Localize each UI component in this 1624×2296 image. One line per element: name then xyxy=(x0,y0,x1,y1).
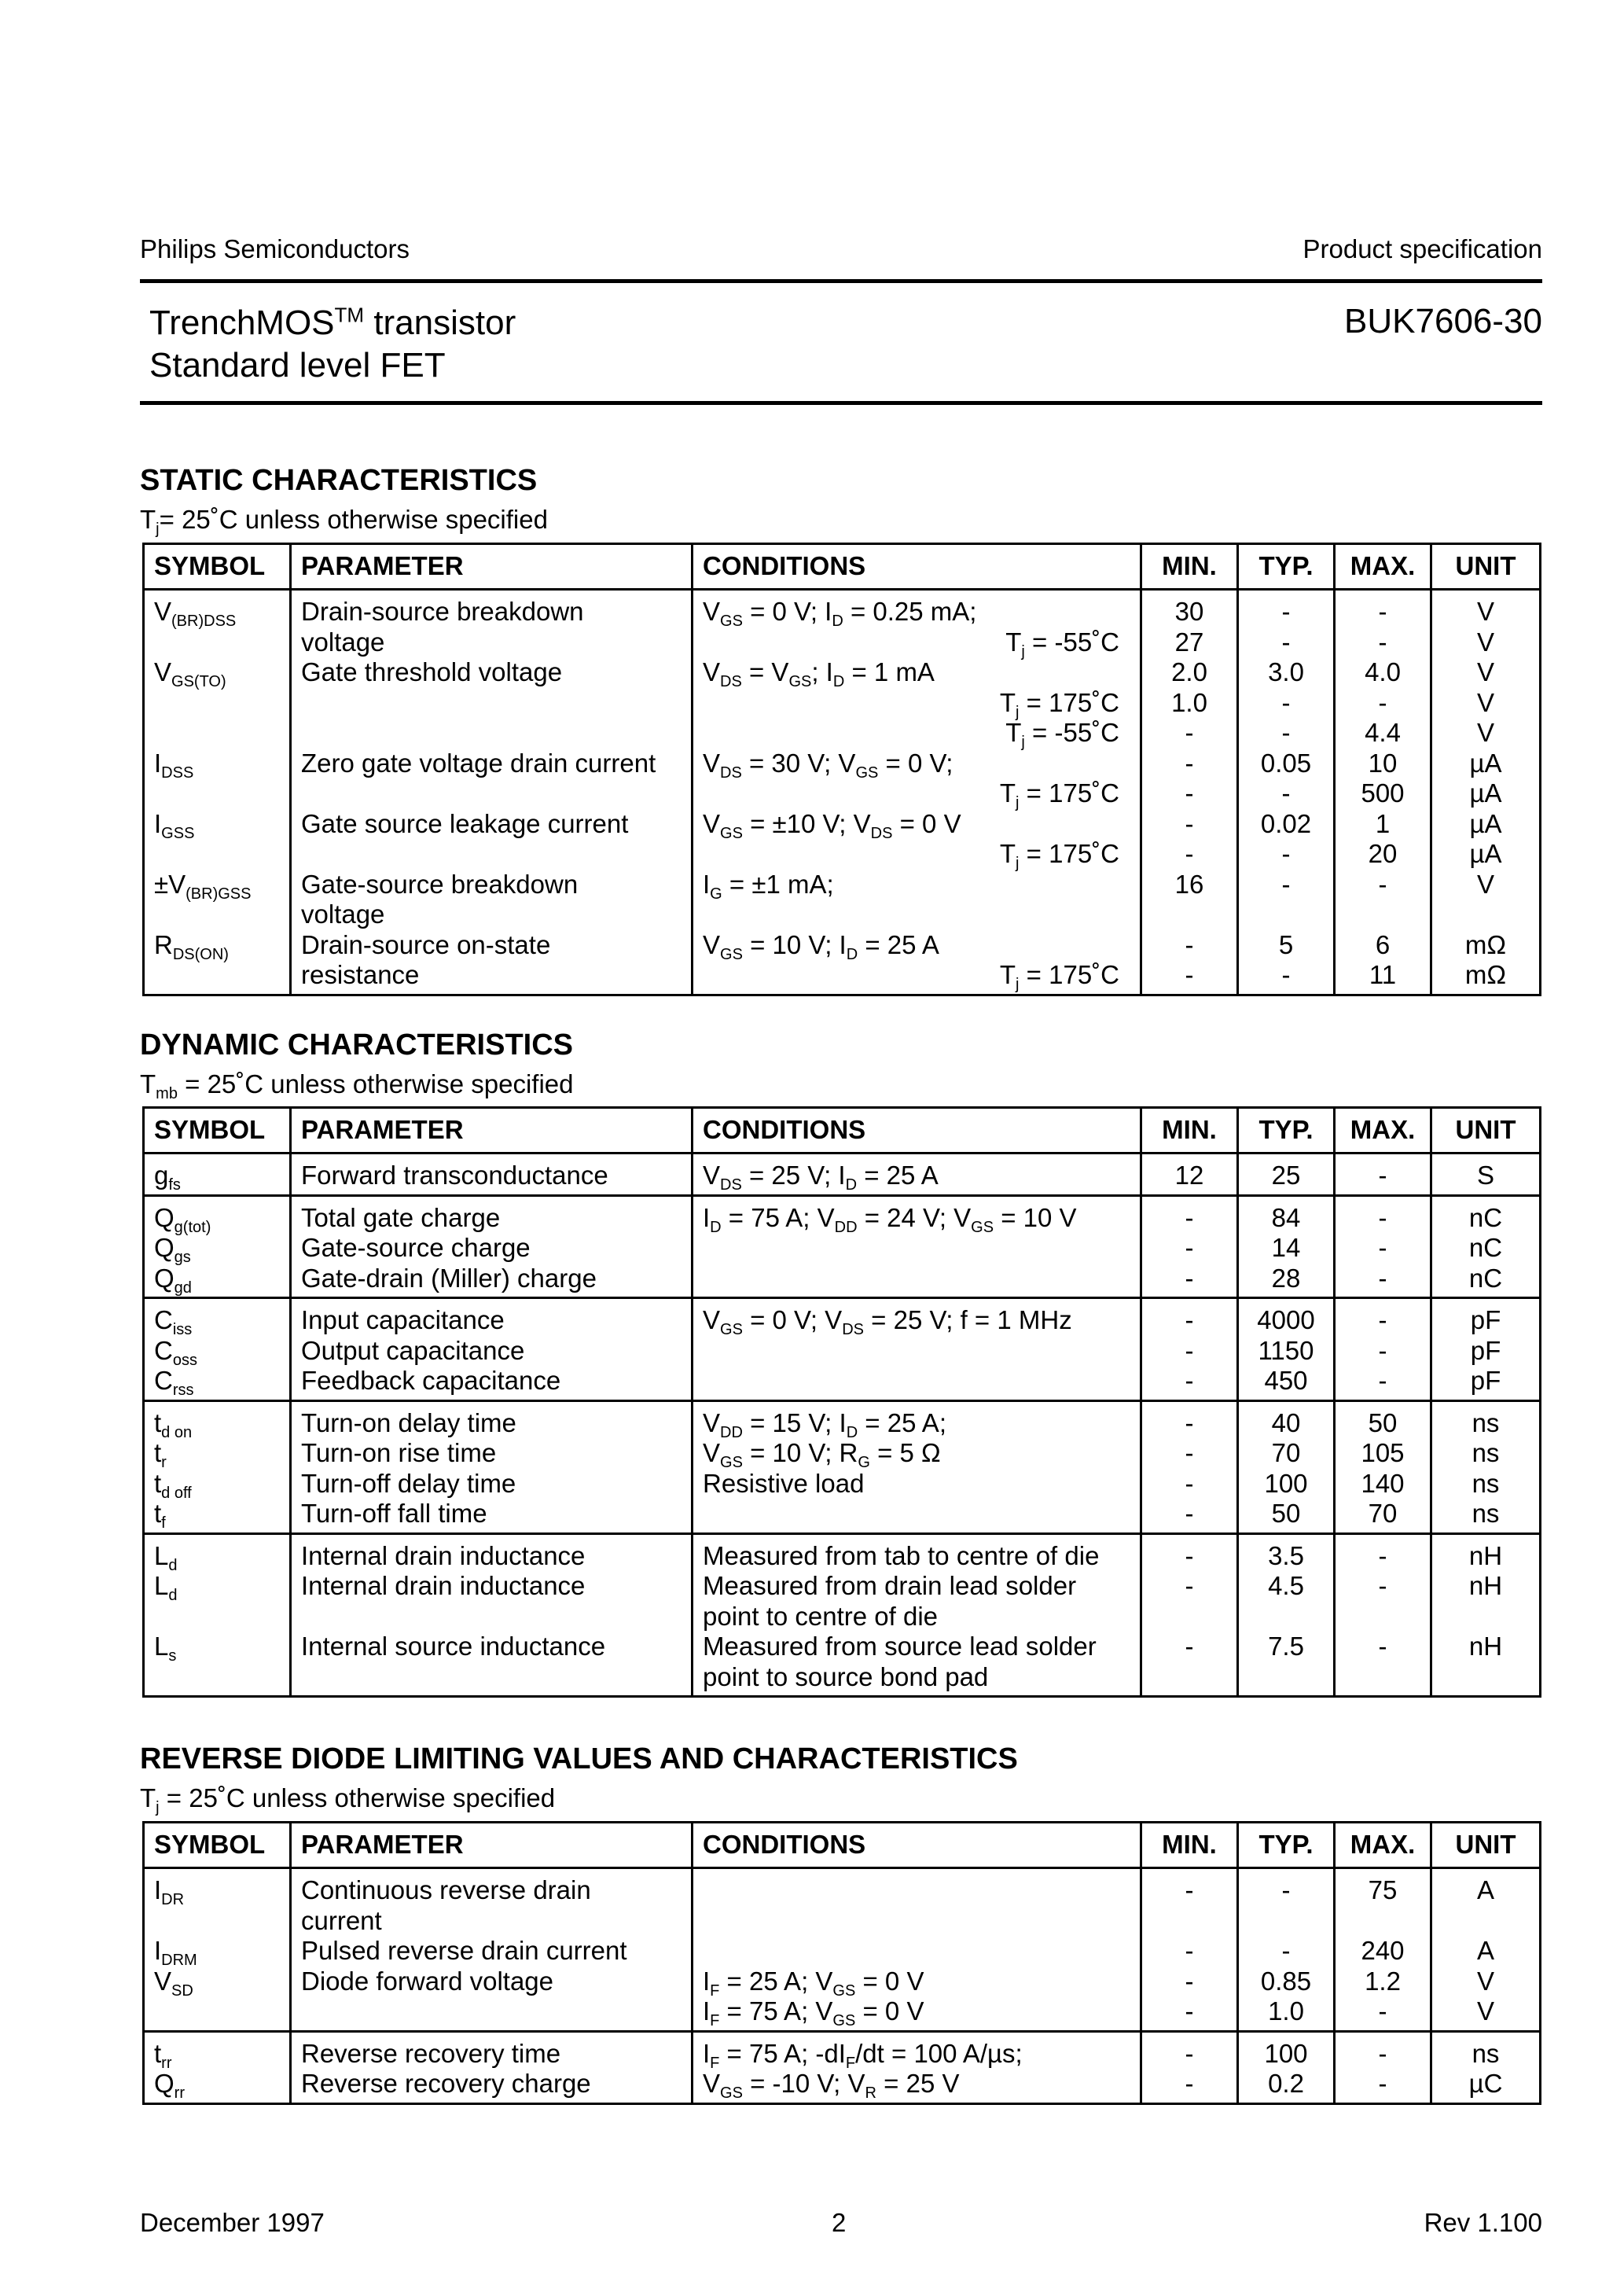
max-cell: - - - xyxy=(1335,1298,1431,1401)
col-unit: UNIT xyxy=(1431,1823,1541,1868)
max-cell: 75 240 1.2 - xyxy=(1335,1868,1431,2032)
parameter-cell: Reverse recovery time Reverse recovery charge xyxy=(291,2031,693,2103)
min-cell: - - - - xyxy=(1141,1400,1238,1533)
min-cell: 12 xyxy=(1141,1154,1238,1196)
col-parameter: PARAMETER xyxy=(291,1108,693,1154)
col-min: MIN. xyxy=(1141,1823,1238,1868)
unit-cell: V V V V V µA µA µA µA V mΩ mΩ xyxy=(1431,590,1541,995)
parameter-cell: Internal drain inductance Internal drain inductance Internal source inductance xyxy=(291,1533,693,1697)
col-max: MAX. xyxy=(1335,1108,1431,1154)
static-characteristics-table xyxy=(142,543,1541,996)
header-rule-bottom xyxy=(140,401,1542,405)
dynamic-characteristics-table xyxy=(142,1106,1541,1698)
min-cell: - - - xyxy=(1141,1195,1238,1298)
typ-cell: 25 xyxy=(1238,1154,1335,1196)
col-symbol: SYMBOL xyxy=(144,544,291,590)
typ-cell: 84 14 28 xyxy=(1238,1195,1335,1298)
symbol-cell: $g_{fs}$ xyxy=(144,1154,291,1196)
conditions-cell: $V_{GS} = 0$ V; $I_D = 0.25$ mA; $T_j$ = -55˚C $V_{DS} = V_{GS}$; $I_D = 1$ mA $T_j$ = 175˚C $T_j$ = -55˚C $V_{DS} = 30$ V; $V_{GS} = 0$ V; $T_j$ = 175˚C $V_{GS} = \pm 10$ V; $V_{DS} = 0$ V $T_j$ = 175˚C $I_G = \pm 1$ mA; $V_{GS} = 10$ V; $I_D = 25$ A $T_j$ = 175˚C xyxy=(693,590,1141,995)
max-cell: - - xyxy=(1335,2031,1431,2103)
max-cell: 50 105 140 70 xyxy=(1335,1400,1431,1533)
col-min: MIN. xyxy=(1141,544,1238,590)
typ-cell: 100 0.2 xyxy=(1238,2031,1335,2103)
unit-cell: ns µC xyxy=(1431,2031,1541,2103)
parameter-cell: Turn-on delay time Turn-on rise time Turn-off delay time Turn-off fall time xyxy=(291,1400,693,1533)
symbol-cell: $t_{d on}$ $t_r$ $t_{d off}$ $t_f$ xyxy=(144,1400,291,1533)
parameter-cell: Input capacitance Output capacitance Feedback capacitance xyxy=(291,1298,693,1401)
table-row xyxy=(144,1298,1541,1401)
dynamic-section-title: DYNAMIC CHARACTERISTICS xyxy=(140,1028,573,1062)
min-cell: - - xyxy=(1141,2031,1238,2103)
max-cell: - - - xyxy=(1335,1533,1431,1697)
typ-cell: 3.5 4.5 7.5 xyxy=(1238,1533,1335,1697)
dynamic-section-conditions: $T_{mb}$ = 25˚C unless otherwise specified xyxy=(140,1069,574,1102)
col-unit: UNIT xyxy=(1431,1108,1541,1154)
max-cell: - xyxy=(1335,1154,1431,1196)
conditions-cell: Measured from tab to centre of die Measured from drain lead solder point to centre of die Measured from source lead solder point to source bond pad xyxy=(693,1533,1141,1697)
min-cell: - - - xyxy=(1141,1533,1238,1697)
col-typ: TYP. xyxy=(1238,544,1335,590)
col-symbol: SYMBOL xyxy=(144,1823,291,1868)
parameter-cell: Drain-source breakdown voltage Gate threshold voltage Zero gate voltage drain current Gate source leakage current Gate-source breakdown voltage Drain-source on-state resistance xyxy=(291,590,693,995)
unit-cell: pF pF pF xyxy=(1431,1298,1541,1401)
symbol-cell: $Q_{g(tot)}$ $Q_{gs}$ $Q_{gd}$ xyxy=(144,1195,291,1298)
reverse-diode-section-title: REVERSE DIODE LIMITING VALUES AND CHARACTERISTICS xyxy=(140,1742,1018,1775)
col-max: MAX. xyxy=(1335,544,1431,590)
table-row xyxy=(144,590,1541,995)
table-row xyxy=(144,1400,1541,1533)
document-title: TrenchMOS™ transistor Standard level FET xyxy=(149,303,516,385)
table-row xyxy=(144,1868,1541,2032)
table-header-row xyxy=(144,1108,1541,1154)
unit-cell: S xyxy=(1431,1154,1541,1196)
col-conditions: CONDITIONS xyxy=(693,1108,1141,1154)
static-section-conditions: $T_j=$ 25˚C unless otherwise specified xyxy=(140,505,548,538)
max-cell: - - - xyxy=(1335,1195,1431,1298)
col-conditions: CONDITIONS xyxy=(693,544,1141,590)
unit-cell: nC nC nC xyxy=(1431,1195,1541,1298)
symbol-cell: $V_{(BR)DSS}$ $V_{GS(TO)}$ $I_{DSS}$ $I_{GSS}$ $\pm V_{(BR)GSS}$ $R_{DS(ON)}$ xyxy=(144,590,291,995)
symbol-cell: $C_{iss}$ $C_{oss}$ $C_{rss}$ xyxy=(144,1298,291,1401)
conditions-cell: $I_D = 75$ A; $V_{DD} = 24$ V; $V_{GS} = 10$ V xyxy=(693,1195,1141,1298)
col-min: MIN. xyxy=(1141,1108,1238,1154)
typ-cell: 40 70 100 50 xyxy=(1238,1400,1335,1533)
table-row xyxy=(144,1154,1541,1196)
min-cell: - - - - xyxy=(1141,1868,1238,2032)
unit-cell: ns ns ns ns xyxy=(1431,1400,1541,1533)
table-row xyxy=(144,1533,1541,1697)
parameter-cell: Continuous reverse drain current Pulsed reverse drain current Diode forward voltage xyxy=(291,1868,693,2032)
conditions-cell: $V_{DS} = 25$ V; $I_D = 25$ A xyxy=(693,1154,1141,1196)
company-name: Philips Semiconductors xyxy=(140,234,410,263)
table-header-row xyxy=(144,1823,1541,1868)
unit-cell: A A V V xyxy=(1431,1868,1541,2032)
footer-revision: Rev 1.100 xyxy=(1424,2208,1542,2237)
col-max: MAX. xyxy=(1335,1823,1431,1868)
footer-date: December 1997 xyxy=(140,2208,325,2237)
col-symbol: SYMBOL xyxy=(144,1108,291,1154)
reverse-diode-section-conditions: $T_j$ = 25˚C unless otherwise specified xyxy=(140,1783,556,1816)
parameter-cell: Total gate charge Gate-source charge Gate-drain (Miller) charge xyxy=(291,1195,693,1298)
symbol-cell: $I_{DR}$ $I_{DRM}$ $V_{SD}$ xyxy=(144,1868,291,2032)
static-section-title: STATIC CHARACTERISTICS xyxy=(140,464,538,497)
max-cell: - - 4.0 - 4.4 10 500 1 20 - 6 11 xyxy=(1335,590,1431,995)
typ-cell: 4000 1150 450 xyxy=(1238,1298,1335,1401)
conditions-cell: $I_F = 25$ A; $V_{GS} = 0$ V $I_F = 75$ A; $V_{GS} = 0$ V xyxy=(693,1868,1141,2032)
header-rule-top xyxy=(140,279,1542,283)
conditions-cell: $I_F = 75$ A; $-dI_F/dt = 100$ A/µs; $V_{GS} = -10$ V; $V_R = 25$ V xyxy=(693,2031,1141,2103)
col-conditions: CONDITIONS xyxy=(693,1823,1141,1868)
document-type: Product specification xyxy=(1303,234,1542,263)
table-row xyxy=(144,1195,1541,1298)
col-typ: TYP. xyxy=(1238,1108,1335,1154)
table-row xyxy=(144,2031,1541,2103)
typ-cell: - - 3.0 - - 0.05 - 0.02 - - 5 - xyxy=(1238,590,1335,995)
reverse-diode-table xyxy=(142,1821,1541,2105)
parameter-cell: Forward transconductance xyxy=(291,1154,693,1196)
conditions-cell: $V_{GS} = 0$ V; $V_{DS} = 25$ V; f = 1 MHz xyxy=(693,1298,1141,1401)
col-unit: UNIT xyxy=(1431,544,1541,590)
footer-page-number: 2 xyxy=(832,2208,847,2237)
col-parameter: PARAMETER xyxy=(291,1823,693,1868)
min-cell: 30 27 2.0 1.0 - - - - - 16 - - xyxy=(1141,590,1238,995)
table-header-row xyxy=(144,544,1541,590)
col-parameter: PARAMETER xyxy=(291,544,693,590)
symbol-cell: $L_d$ $L_d$ $L_s$ xyxy=(144,1533,291,1697)
col-typ: TYP. xyxy=(1238,1823,1335,1868)
min-cell: - - - xyxy=(1141,1298,1238,1401)
part-number: BUK7606-30 xyxy=(1344,302,1542,340)
conditions-cell: $V_{DD} = 15$ V; $I_D = 25$ A; $V_{GS} = 10$ V; $R_G = 5$ Ω Resistive load xyxy=(693,1400,1141,1533)
unit-cell: nH nH nH xyxy=(1431,1533,1541,1697)
symbol-cell: $t_{rr}$ $Q_{rr}$ xyxy=(144,2031,291,2103)
typ-cell: - - 0.85 1.0 xyxy=(1238,1868,1335,2032)
